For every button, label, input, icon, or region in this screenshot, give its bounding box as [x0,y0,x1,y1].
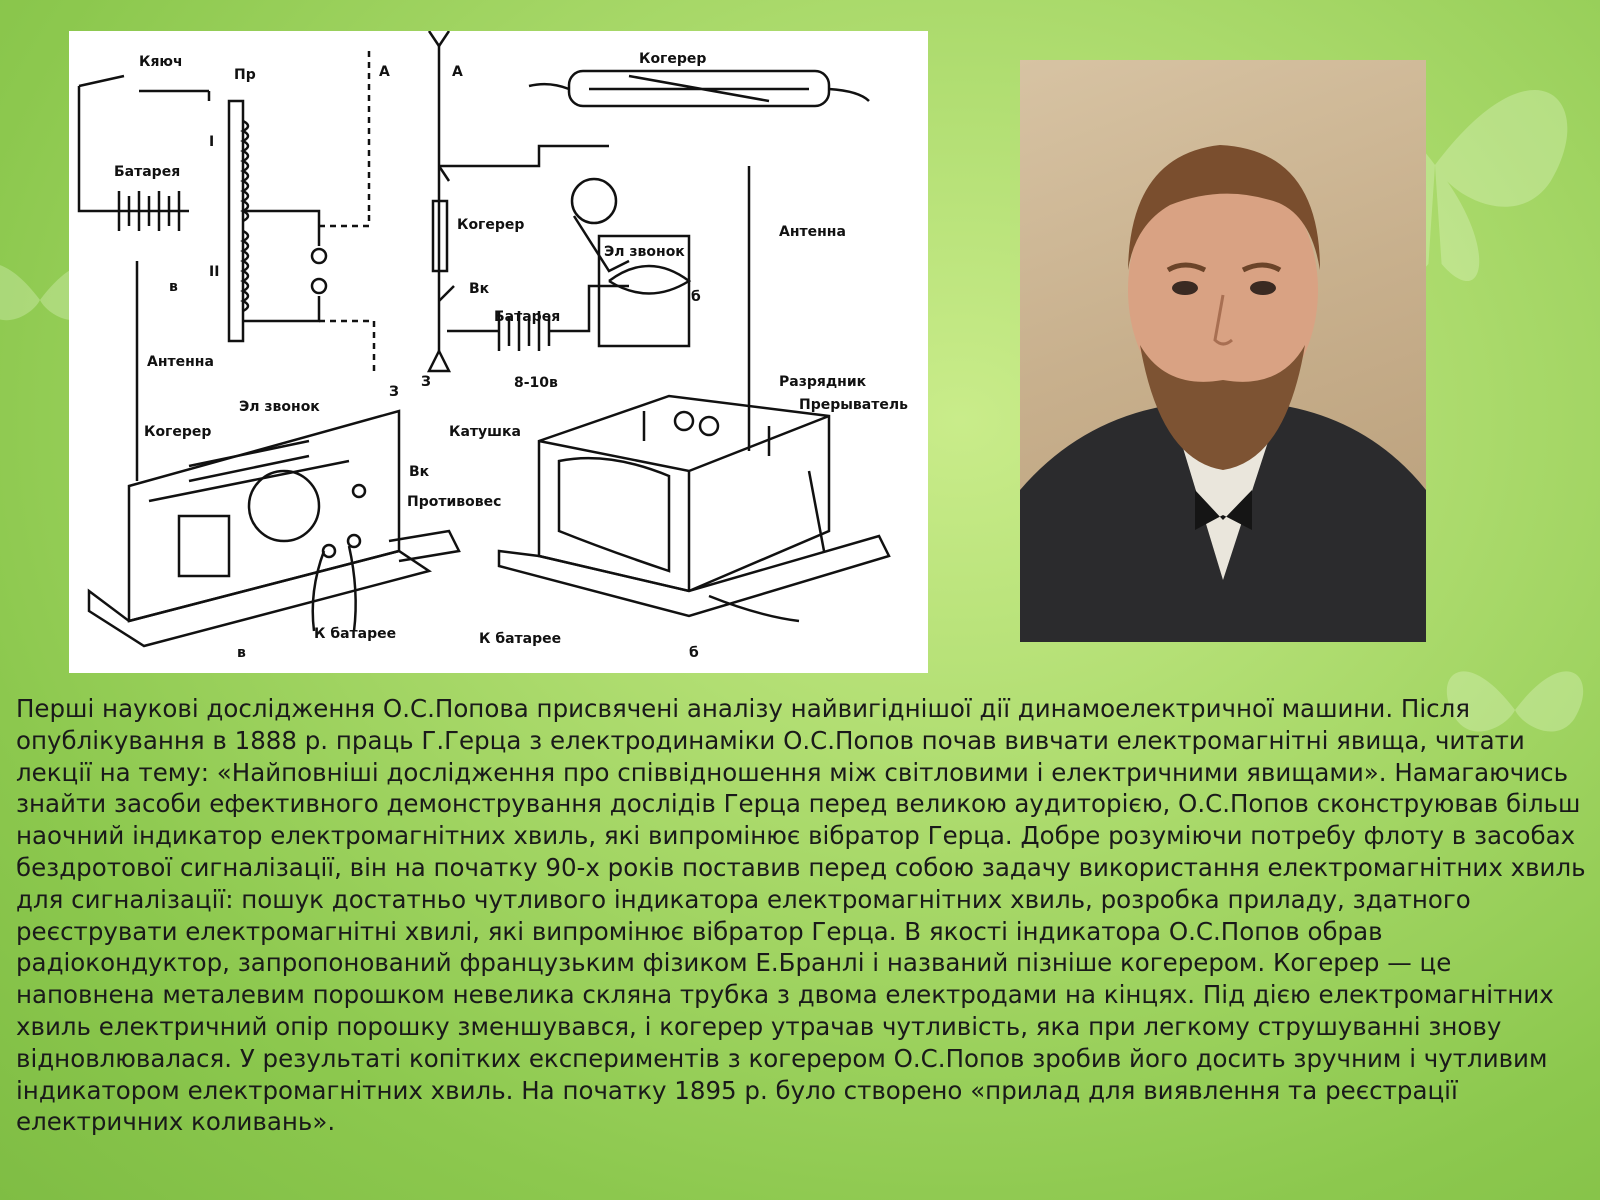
body-paragraph: Перші наукові дослідження О.С.Попова присвячені аналізу найвигіднішої дії динамоелектричної машини. Після опублікування в 1888 р. праць Г.Герца з електродинаміки О.С.Попов почав вивчати електромагнітні явища, читати лекції на тему: «Найповніші дослідження про співвідношення між світловими і електричними явищами». Намагаючись знайти засоби ефективного демонстрування дослідів Герца перед великою аудиторією, О.С.Попов сконструював більш наочний індикатор електромагнітних хвиль, які випромінює вібратор Герца. Добре розуміючи потребу флоту в засобах бездротової сигналізації, він на початку 90-х років поставив перед собою задачу використання електромагнітних хвиль для сигналізації: пошук достатньо чутливого індикатора електромагнітних хвиль, розробка приладу, здатного реєструвати електромагнітні хвилі, які випромінює вібратор Герца. В якості індикатора О.С.Попов обрав радіокондуктор, запропонований французьким фізиком Е.Бранлі і названий пізніше когерером. Когерер — це наповнена металевим порошком невелика скляна трубка з двома електродами на кінцях. Під дією електромагнітних хвиль електричний опір порошку зменшувався, і когерер утрачав чутливість, яка при легкому струшуванні знову відновлювалася. У результаті копітких експериментів з когерером О.С.Попов зробив його досить зручним і чутливим індикатором електромагнітних хвиль. На початку 1895 р. було створено «прилад для виявлення та реєстрації електричних коливань». [16,694,1586,1137]
label-coherer-top: Когерер [639,51,707,67]
label-interrupter: Прерыватель [799,397,908,413]
label-antenna-left: Антенна [147,354,214,370]
label-vk-mid: Вк [469,281,490,297]
label-pr: Пр [234,67,256,83]
diagram-drawing [69,31,928,673]
label-key: Кяюч [139,54,183,70]
label-antenna-a1: А [379,64,390,80]
label-bell-mid: Эл звонок [604,244,685,260]
label-coherer-bottom: Когерер [144,424,212,440]
label-ground-z1: З [421,374,431,390]
label-bell-bottom: Эл звонок [239,399,320,415]
label-to-battery-left: К батарее [314,626,397,642]
label-antenna-right: Антенна [779,224,846,240]
popov-portrait [1020,60,1426,642]
label-letter-v-bottom: в [237,645,246,661]
label-coherer-mid: Когерер [457,217,525,233]
popov-radio-diagram [69,31,928,673]
label-numeral-1: I [209,134,215,150]
label-ground-z2: З [389,384,399,400]
label-battery-mid: Батарея [494,309,561,325]
label-battery-top: Батарея [114,164,181,180]
label-vk-bottom: Вк [409,464,430,480]
label-counterweight: Противовес [407,494,502,510]
portrait-drawing [1020,60,1426,642]
label-to-battery-right: К батарее [479,631,562,647]
label-letter-b-bottom: б [689,645,699,661]
label-spark-gap: Разрядник [779,374,867,390]
label-letter-b: б [691,289,701,305]
label-antenna-a2: А [452,64,463,80]
label-voltage: 8-10в [514,375,558,391]
label-coil: Катушка [449,424,521,440]
label-numeral-2: II [209,264,220,280]
label-letter-v: в [169,279,178,295]
